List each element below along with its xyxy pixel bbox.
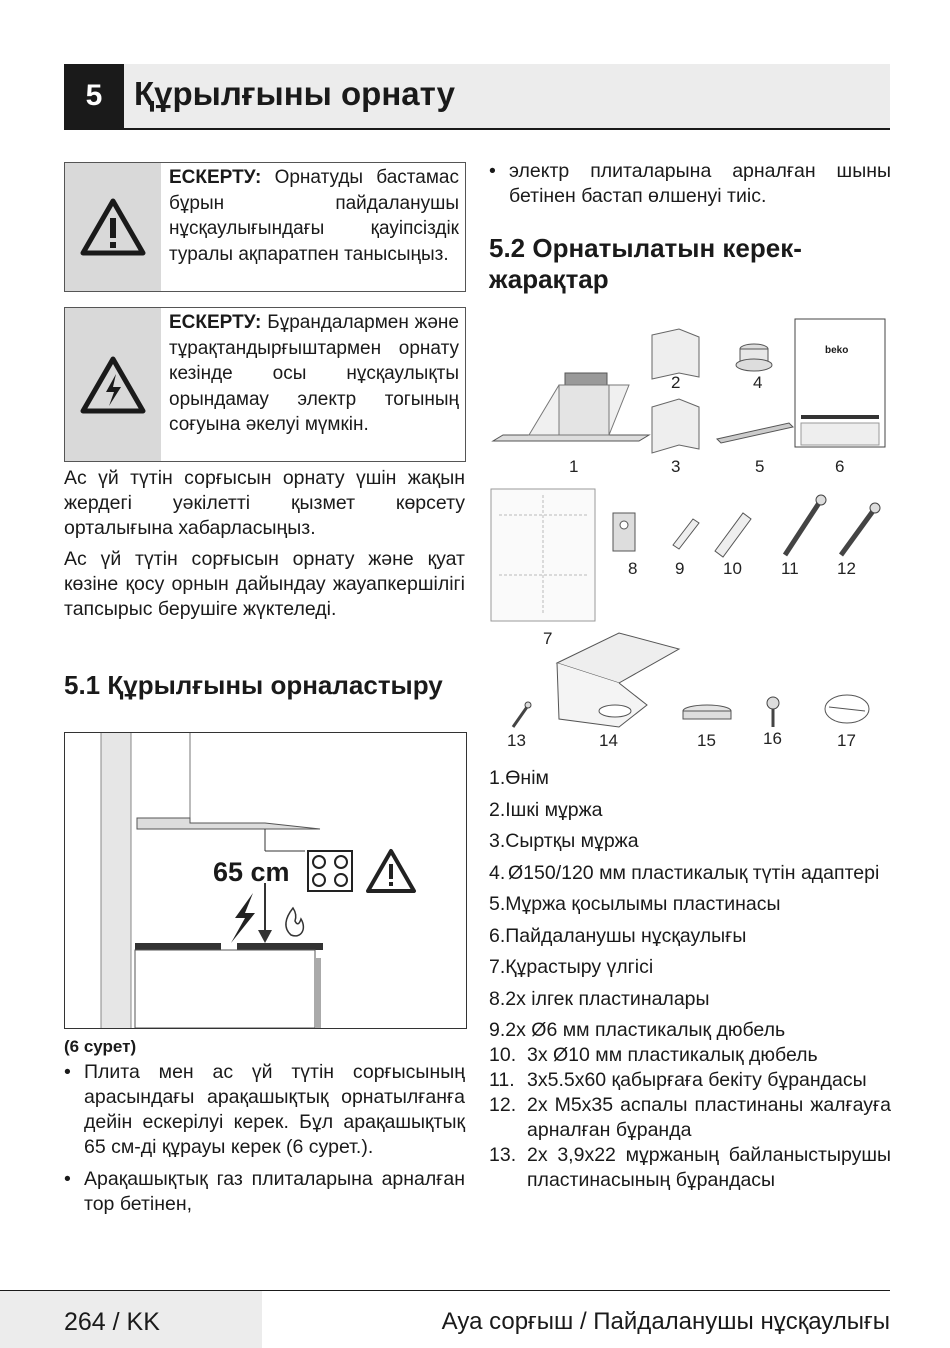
paragraph-responsibility: Ас үй түтін сорғысын орнату және қуат көзіне қосу орнын дайындау жауапкершілігі тапсырыс берушіге жүктеледі.: [64, 548, 465, 620]
right-bullet-list: [489, 159, 891, 209]
parts-illustration: [489, 315, 891, 760]
list-item: 3.Сыртқы мұржа: [489, 830, 639, 852]
left-bullet-list: [64, 1060, 465, 1217]
warning-box-general: [64, 162, 466, 292]
list-item: 1.Өнім: [489, 767, 549, 789]
warning-text: [169, 310, 459, 438]
list-item: 9.2x Ø6 мм пластикалық дюбель: [489, 1019, 786, 1041]
list-item: 5.Мұржа қосылымы пластинасы: [489, 893, 781, 915]
part-number: 8: [628, 559, 638, 578]
list-item: 8.2x ілгек пластиналары: [489, 987, 710, 1010]
footer-divider: [0, 1290, 890, 1291]
warning-label: ЕСКЕРТУ:: [169, 167, 262, 188]
subsection-title-placement: 5.1 Құрылғыны орналастыру: [64, 670, 443, 700]
part-number: 14: [599, 731, 618, 750]
list-item: 11. 3x5.5x60 қабырғаға бекіту бұрандасы: [489, 1069, 867, 1091]
section-number: 5: [64, 64, 124, 128]
section-title: Құрылғыны орнату: [134, 75, 455, 112]
list-item: • Арақашықтық газ плиталарына арналған тор бетінен,: [64, 1167, 465, 1217]
part-number: 6: [835, 457, 845, 476]
part-number: 1: [569, 457, 579, 476]
list-item: • Плита мен ас үй түтін сорғысының арасындағы арақашықтық орнатылғанға дейін ескерілуі керек. Бұл арақашықтық 65 см-ді құрауы керек (6 сурет.).: [64, 1060, 465, 1160]
part-number: 17: [837, 731, 856, 750]
warning-label: ЕСКЕРТУ:: [169, 312, 262, 333]
list-item: 2.Ішкі мұржа: [489, 798, 603, 821]
part-number: 10: [723, 559, 742, 578]
footer-title: Ауа сорғыш / Пайдаланушы нұсқаулығы: [441, 1308, 890, 1335]
list-item: 7.Құрастыру үлгісі: [489, 956, 654, 978]
warning-text: [169, 165, 459, 267]
figure-caption: (6 сурет): [64, 1037, 137, 1056]
part-number: 9: [675, 559, 685, 578]
part-number: 12: [837, 559, 856, 578]
part-number: 13: [507, 731, 526, 750]
list-item: 6.Пайдаланушы нұсқаулығы: [489, 924, 747, 947]
part-number: 2: [671, 373, 681, 392]
list-item: 13. 2x 3,9x22 мұржаның байланыстырушы пластинасының бұрандасы: [489, 1144, 891, 1191]
subsection-title-accessories: 5.2 Орнатылатын керек-жарақтар: [489, 233, 802, 294]
part-number: 4: [753, 373, 763, 392]
warning-triangle-icon: [65, 163, 161, 291]
list-item: 4. Ø150/120 мм пластикалық түтін адаптері: [489, 861, 880, 884]
warning-message: Орнатуды бастамас бұрын пайдаланушы нұсқаулығындағы қауіпсіздік туралы ақпаратпен танысыңыз.: [169, 167, 459, 265]
paragraph-service: Ас үй түтін сорғысын орнату үшін жақын жердегі уәкілетті қызмет көрсету орталығына хабарласыңыз.: [64, 467, 465, 539]
warning-message: Бұрандалармен және тұрақтандырғыштармен орнату кезінде осы нұсқаулықты орындамау электр тогының соғуына әкелуі мүмкін.: [169, 312, 459, 435]
part-hood-drawing: [493, 373, 649, 441]
list-item: • электр плиталарына арналған шыны бетінен бастап өлшенуі тиіс.: [489, 159, 891, 209]
part-number: 16: [763, 729, 782, 748]
manual-brand-logo: beko: [825, 345, 849, 356]
part-number: 15: [697, 731, 716, 750]
part-number: 11: [781, 559, 799, 578]
figure-hood-distance: [64, 732, 467, 1029]
warning-box-electric: [64, 307, 466, 462]
part-number: 7: [543, 629, 553, 648]
parts-list: [489, 766, 891, 1193]
page-number: 264 / KK: [64, 1308, 160, 1336]
list-item: 10. 3x Ø10 мм пластикалық дюбель: [489, 1044, 818, 1066]
part-number: 5: [755, 457, 765, 476]
list-item: 12. 2x M5x35 аспалы пластинаны жалғауға арналған бұранда: [489, 1094, 891, 1141]
distance-label: 65 cm: [213, 857, 290, 887]
electric-hazard-icon: [65, 308, 161, 461]
part-number: 3: [671, 457, 681, 476]
